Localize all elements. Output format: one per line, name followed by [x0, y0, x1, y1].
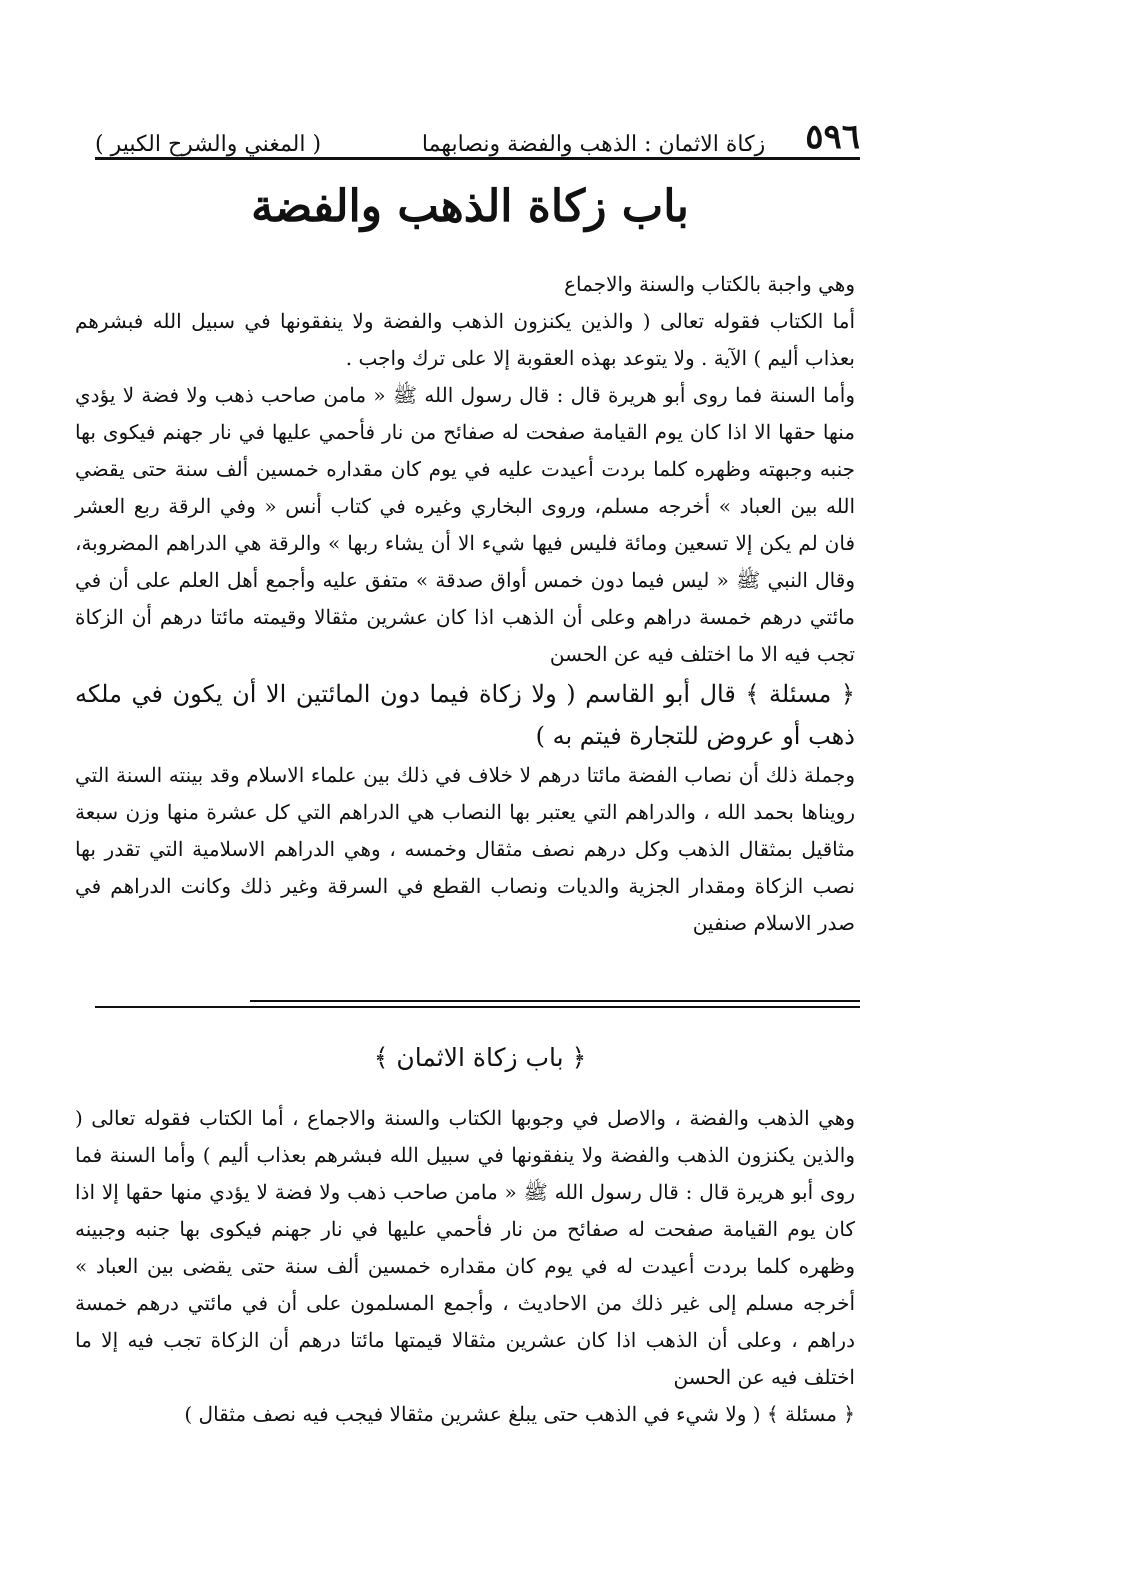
upper-paragraph-2: أما الكتاب فقوله تعالى ( والذين يكنزون الذهب والفضة ولا ينفقونها في سبيل الله فبشرهم بعذاب أليم ) الآية . ولا يتوعد بهذه العقوبة إلا على ترك واجب . [75, 309, 855, 370]
page-number: ٥٩٦ [805, 117, 860, 158]
lower-text-block [75, 1100, 855, 1433]
upper-paragraph-5: وجملة ذلك أن نصاب الفضة مائتا درهم لا خلاف في ذلك بين علماء الاسلام وقد بينته السنة التي رويناها بحمد الله ، والدراهم التي يعتبر بها النصاب هي الدراهم التي كل عشرة منها وزن سبعة مثاقيل بمثقال الذهب وكل درهم نصف مثقال وخمسه ، وهي الدراهم الاسلامية التي تقدر بها نصب الزكاة ومقدار الجزية والديات ونصاب القطع في السرقة وغير ذلك وكانت الدراهم في صدر الاسلام صنفين [75, 763, 856, 935]
upper-masalah: ﴿ مسئلة ﴾ قال أبو القاسم ( ولا زكاة فيما دون المائتين الا أن يكون في ملكه ذهب أو عروض للتجارة فيتم به ) [75, 680, 855, 750]
page-header [95, 112, 860, 158]
sub-title: ﴿ باب زكاة الاثمان ﴾ [373, 1043, 587, 1072]
header-rule [95, 157, 860, 160]
upper-text-block [75, 266, 855, 942]
running-title: زكاة الاثمان : الذهب والفضة ونصابهما [421, 131, 766, 157]
chapter-title: باب زكاة الذهب والفضة [251, 181, 689, 232]
lower-paragraph-1: وهي الذهب والفضة ، والاصل في وجوبها الكتاب والسنة والاجماع ، أما الكتاب فقوله تعالى ( والذين يكنزون الذهب والفضة ولا ينفقونها في سبيل الله فبشرهم بعذاب أليم ) وأما السنة فما روى أبو هريرة قال : قال رسول الله ﷺ « مامن صاحب ذهب ولا فضة لا يؤدي منها حقها إلا اذا كان يوم القيامة صفحت له صفائح من نار فأحمي عليها في نار جهنم فيكوى بها جنبه وجبينه وظهره كلما بردت أعيدت له في يوم كان مقداره خمسين ألف سنة حتى يقضى بين العباد » أخرجه مسلم إلى غير ذلك من الاحاديث ، وأجمع المسلمون على أن في مائتي درهم خمسة دراهم ، وعلى أن الذهب اذا كان عشرين مثقالا قيمتها مائتا درهم أن الزكاة تجب فيه إلا ما اختلف فيه عن الحسن [75, 1106, 855, 1389]
section-divider-line [95, 1006, 860, 1008]
upper-paragraph-3: وأما السنة فما روى أبو هريرة قال : قال رسول الله ﷺ « مامن صاحب ذهب ولا فضة لا يؤدي منها حقها الا اذا كان يوم القيامة صفحت له صفائح من نار فأحمي عليها في نار جهنم فيكوى بها جنبه وجبهته وظهره كلما بردت أعيدت عليه في يوم كان مقداره خمسين ألف سنة حتى يقضي الله بين العباد » أخرجه مسلم، وروى البخاري وغيره في كتاب أنس « وفي الرقة ربع العشر فان لم يكن إلا تسعين ومائة فليس فيها شيء الا أن يشاء ربها » والرقة هي الدراهم المضروبة، وقال النبي ﷺ « ليس فيما دون خمس أواق صدقة » متفق عليه وأجمع أهل العلم على أن في مائتي درهم خمسة دراهم وعلى أن الذهب اذا كان عشرين مثقالا وقيمته مائتا درهم أن الزكاة تجب فيه الا ما اختلف فيه عن الحسن [75, 383, 855, 666]
book-title: ( المغني والشرح الكبير ) [95, 131, 322, 157]
lower-masalah: ﴿ مسئلة ﴾ ( ولا شيء في الذهب حتى يبلغ عشرين مثقالا فيجب فيه نصف مثقال ) [184, 1402, 855, 1426]
upper-paragraph-1: وهي واجبة بالكتاب والسنة والاجماع [564, 272, 855, 296]
